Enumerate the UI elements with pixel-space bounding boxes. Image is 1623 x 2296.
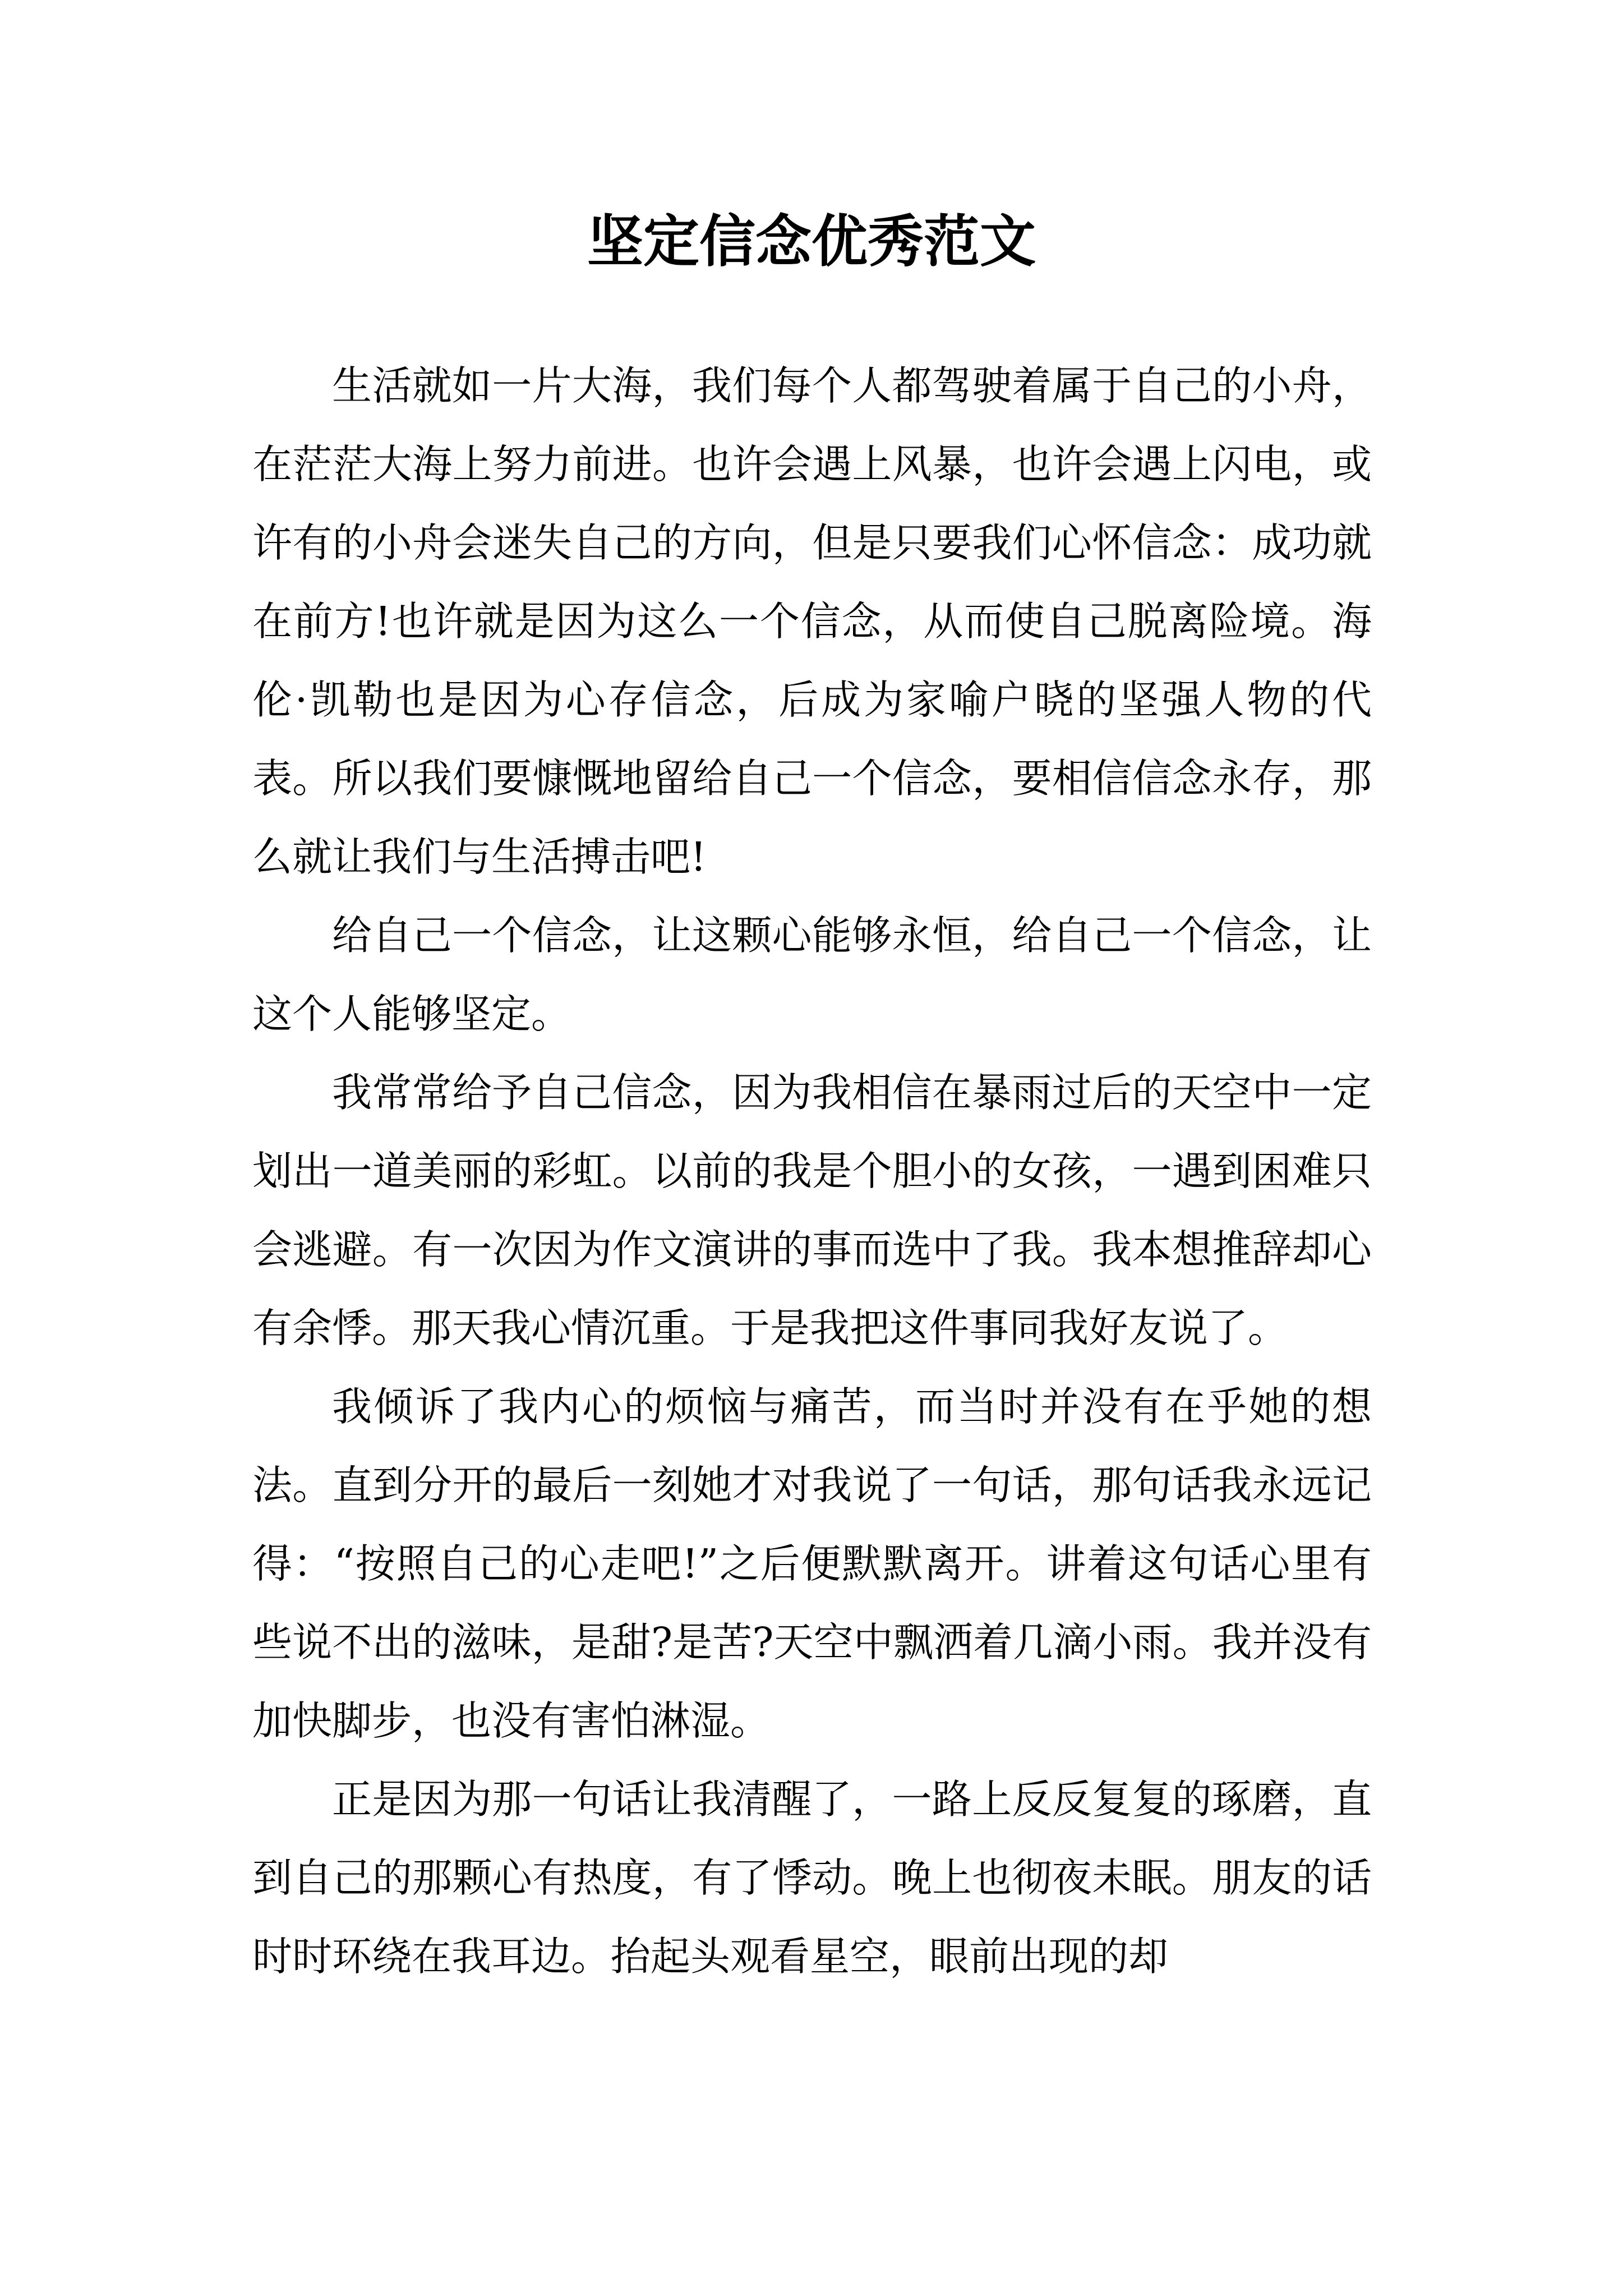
paragraph: 正是因为那一句话让我清醒了，一路上反反复复的琢磨，直到自己的那颗心有热度，有了悸动。晚上也彻夜未眠。朋友的话时时环绕在我耳边。抬起头观看星空，眼前出现的却	[252, 1776, 1372, 1980]
paragraph: 我倾诉了我内心的烦恼与痛苦，而当时并没有在乎她的想法。直到分开的最后一刻她才对我说了一句话，那句话我永远记得：“按照自己的心走吧!”之后便默默离开。讲着这句话心里有些说不出的滋味，是甜?是苦?天空中飘洒着几滴小雨。我并没有加快脚步，也没有害怕淋湿。	[252, 1383, 1372, 1744]
paragraph: 我常常给予自己信念，因为我相信在暴雨过后的天空中一定划出一道美丽的彩虹。以前的我是个胆小的女孩，一遇到困难只会逃避。有一次因为作文演讲的事而选中了我。我本想推辞却心有余悸。那天我心情沉重。于是我把这件事同我好友说了。	[252, 1069, 1372, 1351]
paragraph: 给自己一个信念，让这颗心能够永恒，给自己一个信念，让这个人能够坚定。	[252, 912, 1372, 1037]
paragraph: 生活就如一片大海，我们每个人都驾驶着属于自己的小舟，在茫茫大海上努力前进。也许会遇上风暴，也许会遇上闪电，或许有的小舟会迷失自己的方向，但是只要我们心怀信念：成功就在前方!也许就是因为这么一个信念，从而使自己脱离险境。海伦·凯勒也是因为心存信念，后成为家喻户晓的坚强人物的代表。所以我们要慷慨地留给自己一个信念，要相信信念永存，那么就让我们与生活搏击吧!	[252, 362, 1372, 880]
document-body	[252, 347, 1372, 1996]
document-title: 坚定信念优秀范文	[587, 208, 1036, 274]
